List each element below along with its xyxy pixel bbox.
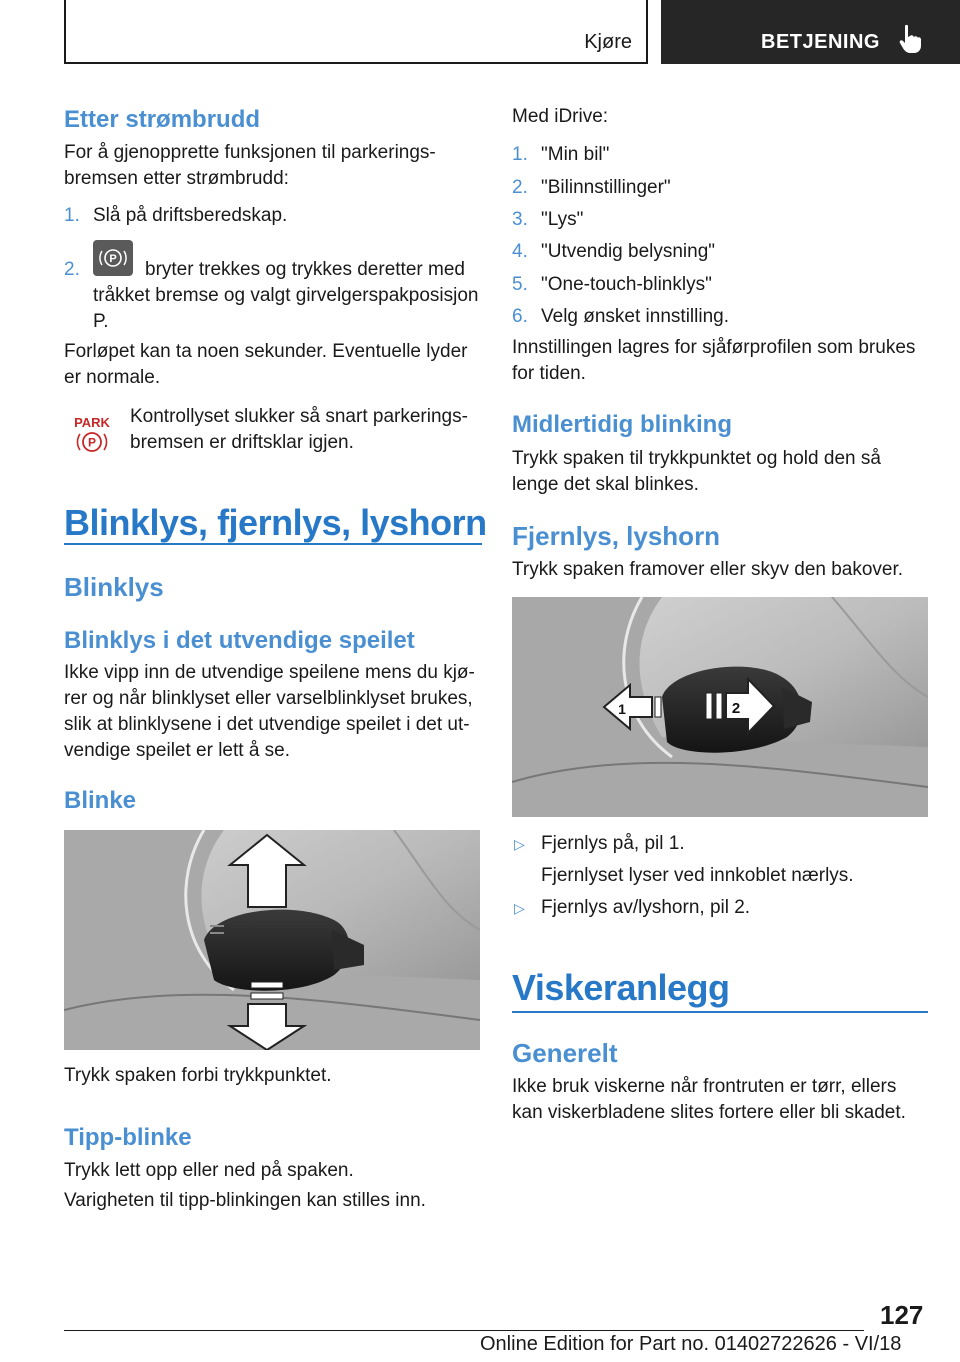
list-item: bryter trekkes og trykkes deretter med <box>145 259 465 280</box>
paragraph-etter: For å gjenopprette funksjonen til parkerings-bremsen etter strømbrudd: <box>64 142 436 189</box>
header-section-box <box>64 0 648 64</box>
footer-edition: Online Edition for Part no. 01402722626 - VI/18 <box>480 1333 902 1355</box>
arrow-1-label: 1 <box>618 701 626 717</box>
heading-utvendig-speilet: Blinklys i det utvendige speilet <box>64 627 415 654</box>
paragraph-park-note: Kontrollyset slukker så snart parkerings-bremsen er driftsklar igjen. <box>130 406 468 453</box>
list-number: 1. <box>64 205 80 226</box>
paragraph-blinke: Trykk spaken forbi trykkpunktet. <box>64 1065 332 1086</box>
bullet-item: Fjernlys på, pil 1. <box>541 833 685 854</box>
list-number: 2. <box>512 177 528 198</box>
bullet-item: Fjernlys av/lyshorn, pil 2. <box>541 897 751 918</box>
list-number: 1. <box>512 144 528 165</box>
stalk-up-down-photo <box>64 830 480 1050</box>
paragraph-lagres: Innstillingen lagres for sjåførprofilen som brukes for tiden. <box>512 337 916 384</box>
park-indicator-icon <box>70 412 114 456</box>
list-item: "Bilinnstillinger" <box>541 177 671 198</box>
arrow-2-label: 2 <box>731 700 741 717</box>
heading-generelt: Generelt <box>512 1038 618 1068</box>
list-item: Slå på driftsberedskap. <box>93 205 288 226</box>
heading-midlertidig: Midlertidig blinking <box>512 411 732 438</box>
bullet-triangle-icon: ▷ <box>514 836 525 852</box>
list-item: Velg ønsket innstilling. <box>541 306 729 327</box>
stalk-forward-back-photo <box>512 597 928 817</box>
paragraph-generelt: Ikke bruk viskerne når frontruten er tørr, ellers kan viskerbladene slites fortere eller bli skadet. <box>512 1076 906 1123</box>
paragraph-idrive: Med iDrive: <box>512 106 609 127</box>
heading-etter-stromdrudd: Etter strømbrudd <box>64 106 261 133</box>
parking-brake-switch-icon <box>93 240 133 276</box>
heading-blinklys-main: Blinklys, fjernlys, lyshorn <box>64 502 487 543</box>
list-item: "Utvendig belysning" <box>541 241 716 262</box>
list-item: "One-touch-blinklys" <box>541 274 712 295</box>
list-number: 4. <box>512 241 528 262</box>
heading-blinklys: Blinklys <box>64 572 164 602</box>
paragraph-forlop: Forløpet kan ta noen sekunder. Eventuelle lyder er normale. <box>64 341 468 388</box>
paragraph-midlertidig: Trykk spaken til trykkpunktet og hold den så lenge det skal blinkes. <box>512 448 881 495</box>
header-chapter-title: BETJENING <box>761 31 880 53</box>
paragraph-fjernlys: Trykk spaken framover eller skyv den bakover. <box>512 559 904 580</box>
paragraph-tipp1: Trykk lett opp eller ned på spaken. <box>64 1160 354 1181</box>
svg-text:P: P <box>87 435 97 450</box>
list-number: 6. <box>512 306 528 327</box>
list-number: 5. <box>512 274 528 295</box>
paragraph-utvendig: Ikke vipp inn de utvendige speilene mens du kjø-rer og når blinklyset eller varselblinklyset brukes, slik at blinklysene i det utvendige speilet i det ut-vendige speilet er lett å se. <box>64 662 475 761</box>
paragraph-tipp2: Varigheten til tipp-blinkingen kan stilles inn. <box>64 1190 426 1211</box>
heading-blinke: Blinke <box>64 787 137 814</box>
park-label: PARK <box>74 415 110 430</box>
header-section-title: Kjøre <box>584 31 632 53</box>
heading-tipp-blinke: Tipp-blinke <box>64 1124 192 1151</box>
list-item: "Min bil" <box>541 144 610 165</box>
header-chapter-box <box>661 0 960 64</box>
list-item: "Lys" <box>541 209 584 230</box>
heading-fjernlys: Fjernlys, lyshorn <box>512 521 721 551</box>
svg-text:P: P <box>109 253 117 265</box>
bullet-triangle-icon: ▷ <box>514 900 525 916</box>
heading-rule <box>512 1011 928 1013</box>
list-item: tråkket bremse og valgt girvelgerspakposisjon <box>93 285 479 306</box>
pointing-hand-icon <box>899 24 925 54</box>
heading-rule <box>64 543 482 545</box>
list-number: 2. <box>64 259 80 280</box>
list-number: 3. <box>512 209 528 230</box>
page-number: 127 <box>880 1300 924 1330</box>
list-item: P. <box>93 311 109 332</box>
bullet-subtext: Fjernlyset lyser ved innkoblet nærlys. <box>541 865 854 886</box>
footer-rule <box>64 1330 864 1331</box>
heading-viskeranlegg: Viskeranlegg <box>512 967 730 1008</box>
